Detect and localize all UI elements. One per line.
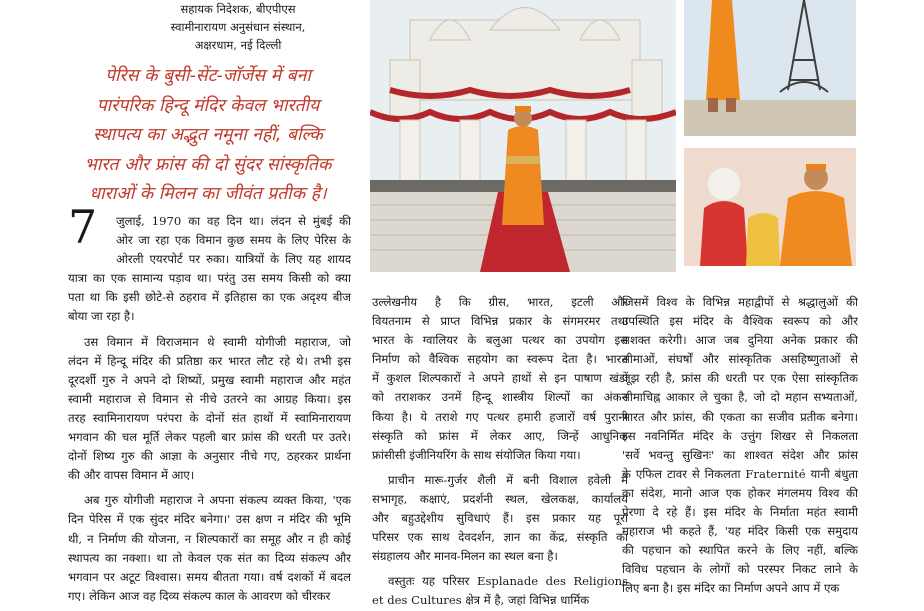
paragraph (622, 293, 858, 599)
text-line: सीमाओं, संघर्षों और सांस्कृतिक असहिष्णुताओं से (622, 352, 858, 367)
text-line: जिसमें विश्व के विभिन्न महाद्वीपों से श्रद्धालुओं की (622, 295, 858, 309)
text-line: बोया जा रहा है। (68, 309, 135, 324)
text-line: लंदन में हिन्दू मंदिर की प्रतिष्ठा कर भारत लौट रहे थे। तभी इस (68, 353, 351, 368)
text-line: भगवान पर अटूट विश्वास। समय बीतता गया। वर्ष दशकों में बदल (68, 569, 351, 584)
article-column-1 (68, 212, 351, 606)
text-line: परिसर एक साथ देवदर्शन, ज्ञान का केंद्र, संस्कृति का (372, 530, 628, 545)
text-line: 'सर्वे भवन्तु सुखिनः' का शाश्वत संदेश और फ्रांस (622, 447, 858, 462)
text-line: जुलाई, 1970 का वह दिन था। लंदन से मुंबई की (116, 214, 351, 228)
text-line: ओरली एयरपोर्ट पर रुका। यात्रियों के लिए यह शायद (116, 252, 351, 267)
text-line: निर्माण को वैश्विक सहयोग का स्वरूप देता है। भारत (372, 352, 628, 367)
author-line: अक्षरधाम, नई दिल्ली (194, 38, 282, 52)
text-line: वस्तुतः यह परिसर Esplanade des Religions (388, 574, 628, 589)
text-line: किया है। ये तराशे गए पत्थर हमारी हजारों वर्ष पुरानी (372, 409, 628, 424)
pull-quote-line: भारत और फ्रांस की दो सुंदर सांस्कृतिक (84, 154, 332, 175)
text-line: सभागृह, कक्षाएं, प्रदर्शनी स्थल, खेलकक्ष, कार्यालय (372, 491, 628, 506)
text-line: की पहचान को स्थापित करने के लिए नहीं, बल्कि (622, 543, 858, 558)
text-line: स्थापत्य का नक्शा। था तो केवल एक संत का दिव्य संकल्प और (68, 550, 351, 565)
text-line: पता था कि इसी छोटे-से ठहराव में इतिहास का एक अदृश्य बीज (68, 290, 351, 305)
text-line: उल्लेखनीय है कि ग्रीस, भारत, इटली और (372, 295, 628, 309)
text-line: में कुशल शिल्पकारों ने अपने हाथों से इन पाषाण खंडों (372, 371, 628, 386)
text-line: संस्कृति को फ्रांस में लेकर आए, जिन्हें आधुनिक (372, 428, 628, 443)
pull-quote-line: स्थापत्य का अद्भुत नमूना नहीं, बल्कि (93, 125, 323, 145)
text-line: गए। लेकिन आज वह दिव्य संकल्प काल के आवरण को चीरकर (68, 588, 331, 603)
text-line: के एफिल टावर से निकलता Fraternité यानी बंधुता (622, 466, 858, 481)
text-line: स्वामी महाराज से विमान से नीचे उतरने का आग्रह किया। इस (68, 391, 351, 406)
text-line: थी, न निर्माण की योजना, न शिल्पकारों का समूह और न ही कोई (68, 531, 351, 546)
author-line: स्वामीनारायण अनुसंधान संस्थान, (170, 20, 306, 34)
text-line: की और वापस विमान में आए। (68, 468, 195, 483)
text-line: दिन पेरिस में एक सुंदर मंदिर बनेगा।' उस क्षण न मंदिर की भूमि (68, 512, 351, 527)
text-line: लिए बना है। इस मंदिर का निर्माण अपने आप में एक (622, 581, 840, 596)
text-line: वियतनाम से प्राप्त विभिन्न प्रकार के संगमरमर तथा (372, 314, 628, 329)
text-line: का संदेश, मानो आज एक होकर मंगलमय विश्व की (622, 485, 858, 500)
text-line: प्राचीन मारू-गुर्जर शैली में बनी विशाल हवेली में (388, 472, 628, 487)
murti-puja-photo (684, 148, 856, 266)
text-line: यात्रा का एक सामान्य पड़ाव था। परंतु उस समय किसी को क्या (68, 271, 351, 286)
text-line: फ्रांसीसी इंजीनियरिंग के साथ संयोजित किया गया। (372, 447, 581, 462)
text-line: विविध पहचान के लोगों को परस्पर निकट लाने के (622, 562, 858, 577)
pull-quote (58, 62, 358, 210)
text-line: को तराशकर उनमें हिन्दू शास्त्रीय शिल्पों का अंकन (372, 390, 628, 405)
eiffel-tower-photo (684, 0, 856, 136)
text-line: और बहुउद्देशीय सुविधाएं हैं। इस प्रकार यह पूरा (372, 511, 628, 526)
text-line: इस नवनिर्मित मंदिर के उत्तुंग शिखर से निकलता (622, 428, 858, 443)
text-line: उस विमान में विराजमान थे स्वामी योगीजी महाराज, जो (84, 334, 351, 349)
text-line: संग्रहालय और मानव-मिलन का स्थल बना है। (372, 549, 558, 564)
author-credit (148, 0, 328, 54)
text-line: दोनों शिष्य गुरु की आज्ञा के अनुसार नीचे गए, ठहरकर प्रार्थना (68, 449, 351, 464)
text-line: ओर जा रहा एक विमान कुछ समय के लिए पेरिस के (116, 233, 351, 248)
text-line: अब गुरु योगीजी महाराज ने अपना संकल्प व्यक्त किया, 'एक (84, 493, 351, 508)
text-line: जूझ रही है, फ्रांस की धरती पर एक ऐसा सांस्कृतिक (622, 371, 858, 386)
author-line: सहायक निदेशक, बीएपीएस (180, 2, 296, 16)
text-line: उपस्थिति इस मंदिर के वैश्विक स्वरूप को और (622, 314, 858, 329)
text-line: भारत और फ्रांस, की एकता का सजीव प्रतीक बनेगा। (622, 409, 858, 424)
paragraph (68, 491, 351, 606)
temple-photo (370, 0, 676, 272)
paragraph (372, 293, 628, 465)
article-column-3 (622, 293, 858, 599)
text-line: भारत के ग्वालियर के बलुआ पत्थर का उपयोग इस (372, 333, 628, 348)
paragraph (372, 572, 628, 610)
text-line: महाराज भी कहते हैं, 'यह मंदिर किसी एक समुदाय (622, 524, 858, 539)
paragraph (68, 212, 351, 327)
text-line: सशक्त करेगी। आज जब दुनिया अनेक प्रकार की (622, 333, 858, 348)
text-line: सीमाचिह्न आकार ले चुका है, जो दो महान सभ्यताओं, (622, 390, 858, 405)
text-line: et des Cultures क्षेत्र में है, जहां विभिन्न धार्मिक (372, 593, 590, 608)
text-line: दूरदर्शी गुरु ने अपने दो शिष्यों, प्रमुख स्वामी महाराज और महंत (68, 372, 351, 387)
article-column-2 (372, 293, 628, 611)
pull-quote-line: धाराओं के मिलन का जीवंत प्रतीक है। (89, 184, 327, 204)
text-line: भगवान की चल मूर्ति लेकर पहली बार फ्रांस की धरती पर उतरे। (68, 430, 351, 445)
pull-quote-line: पारंपरिक हिन्दू मंदिर केवल भारतीय (96, 95, 320, 116)
drop-cap: 7 (68, 200, 98, 254)
pull-quote-line: पेरिस के बुसी-सेंट-जॉर्जेस में बना (105, 66, 311, 86)
paragraph (372, 471, 628, 566)
paragraph (68, 333, 351, 486)
text-line: तरह स्वामिनारायण परंपरा के दोनों संत हाथों में स्वामिनारायण (68, 410, 351, 425)
text-line: प्रेरणा दे रहे हैं। इस मंदिर के निर्माता महंत स्वामी (622, 505, 858, 520)
